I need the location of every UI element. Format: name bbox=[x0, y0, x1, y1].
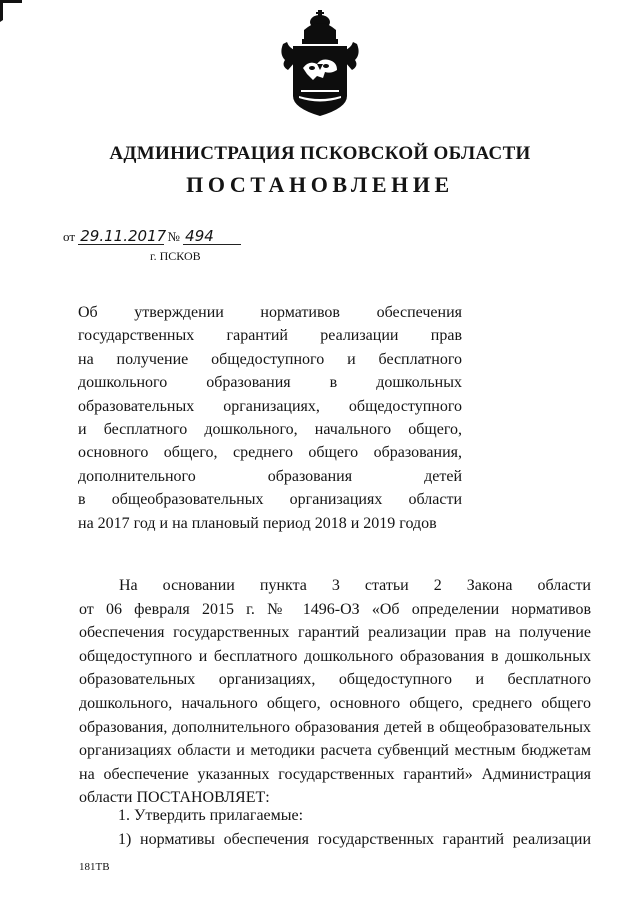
subject-line: дошкольного образования в дошкольных bbox=[78, 374, 462, 392]
preamble-line: от 06 февраля 2015 г. № 1496-ОЗ «Об определении нормативов bbox=[79, 600, 591, 618]
pskov-coat-of-arms-icon bbox=[279, 10, 361, 120]
preamble-line: на обеспечение указанных государственных гарантий» Администрация bbox=[79, 765, 591, 783]
subject-block bbox=[78, 301, 462, 535]
preamble-line: области ПОСТАНОВЛЯЕТ: bbox=[79, 789, 270, 807]
preamble-line: организациях области и методики расчета субвенций местным бюджетам bbox=[79, 742, 591, 760]
preamble-line: На основании пункта 3 статьи 2 Закона области bbox=[119, 577, 591, 594]
clause-1: 1. Утвердить прилагаемые: bbox=[118, 807, 304, 824]
organization-name: АДМИНИСТРАЦИЯ ПСКОВСКОЙ ОБЛАСТИ bbox=[109, 143, 531, 164]
number-prefix: № bbox=[167, 229, 180, 244]
footer-code: 181ТВ bbox=[79, 861, 110, 873]
subject-line: и бесплатного дошкольного, начального общего, bbox=[78, 421, 462, 439]
preamble-line: обеспечения государственных гарантий реализации прав на получение bbox=[79, 624, 591, 642]
handwritten-date: 29.11.2017 bbox=[80, 227, 167, 245]
subject-line: Об утверждении нормативов обеспечения bbox=[78, 304, 462, 321]
page-corner-mark bbox=[0, 0, 22, 22]
subject-line: дополнительного образования детей bbox=[78, 467, 462, 485]
subject-line: государственных гарантий реализации прав bbox=[78, 327, 462, 345]
handwritten-number: 494 bbox=[183, 228, 241, 245]
preamble-line: общедоступного и бесплатного дошкольного образования в дошкольных bbox=[79, 647, 591, 665]
subject-line: образовательных организациях, общедоступного bbox=[78, 397, 462, 415]
clause-1-subitem-1: 1) нормативы обеспечения государственных гарантий реализации bbox=[118, 831, 591, 848]
preamble-line: образования, дополнительного образования детей в общеобразовательных bbox=[79, 718, 591, 736]
preamble-line: образовательных организациях, общедоступного и бесплатного bbox=[79, 671, 591, 689]
subject-line: на 2017 год и на плановый период 2018 и 2019 годов bbox=[78, 514, 437, 532]
subject-line: на получение общедоступного и бесплатного bbox=[78, 350, 462, 368]
date-prefix: от bbox=[63, 229, 76, 244]
date-number-line bbox=[63, 228, 241, 245]
document-type-title: ПОСТАНОВЛЕНИЕ bbox=[186, 172, 454, 197]
subject-line: основного общего, среднего общего образования, bbox=[78, 444, 462, 462]
preamble-paragraph bbox=[79, 574, 591, 810]
subject-line: в общеобразовательных организациях области bbox=[78, 491, 462, 509]
preamble-line: дошкольного, начального общего, основного общего, среднего общего bbox=[79, 694, 591, 712]
city-label: г. ПСКОВ bbox=[150, 249, 201, 263]
